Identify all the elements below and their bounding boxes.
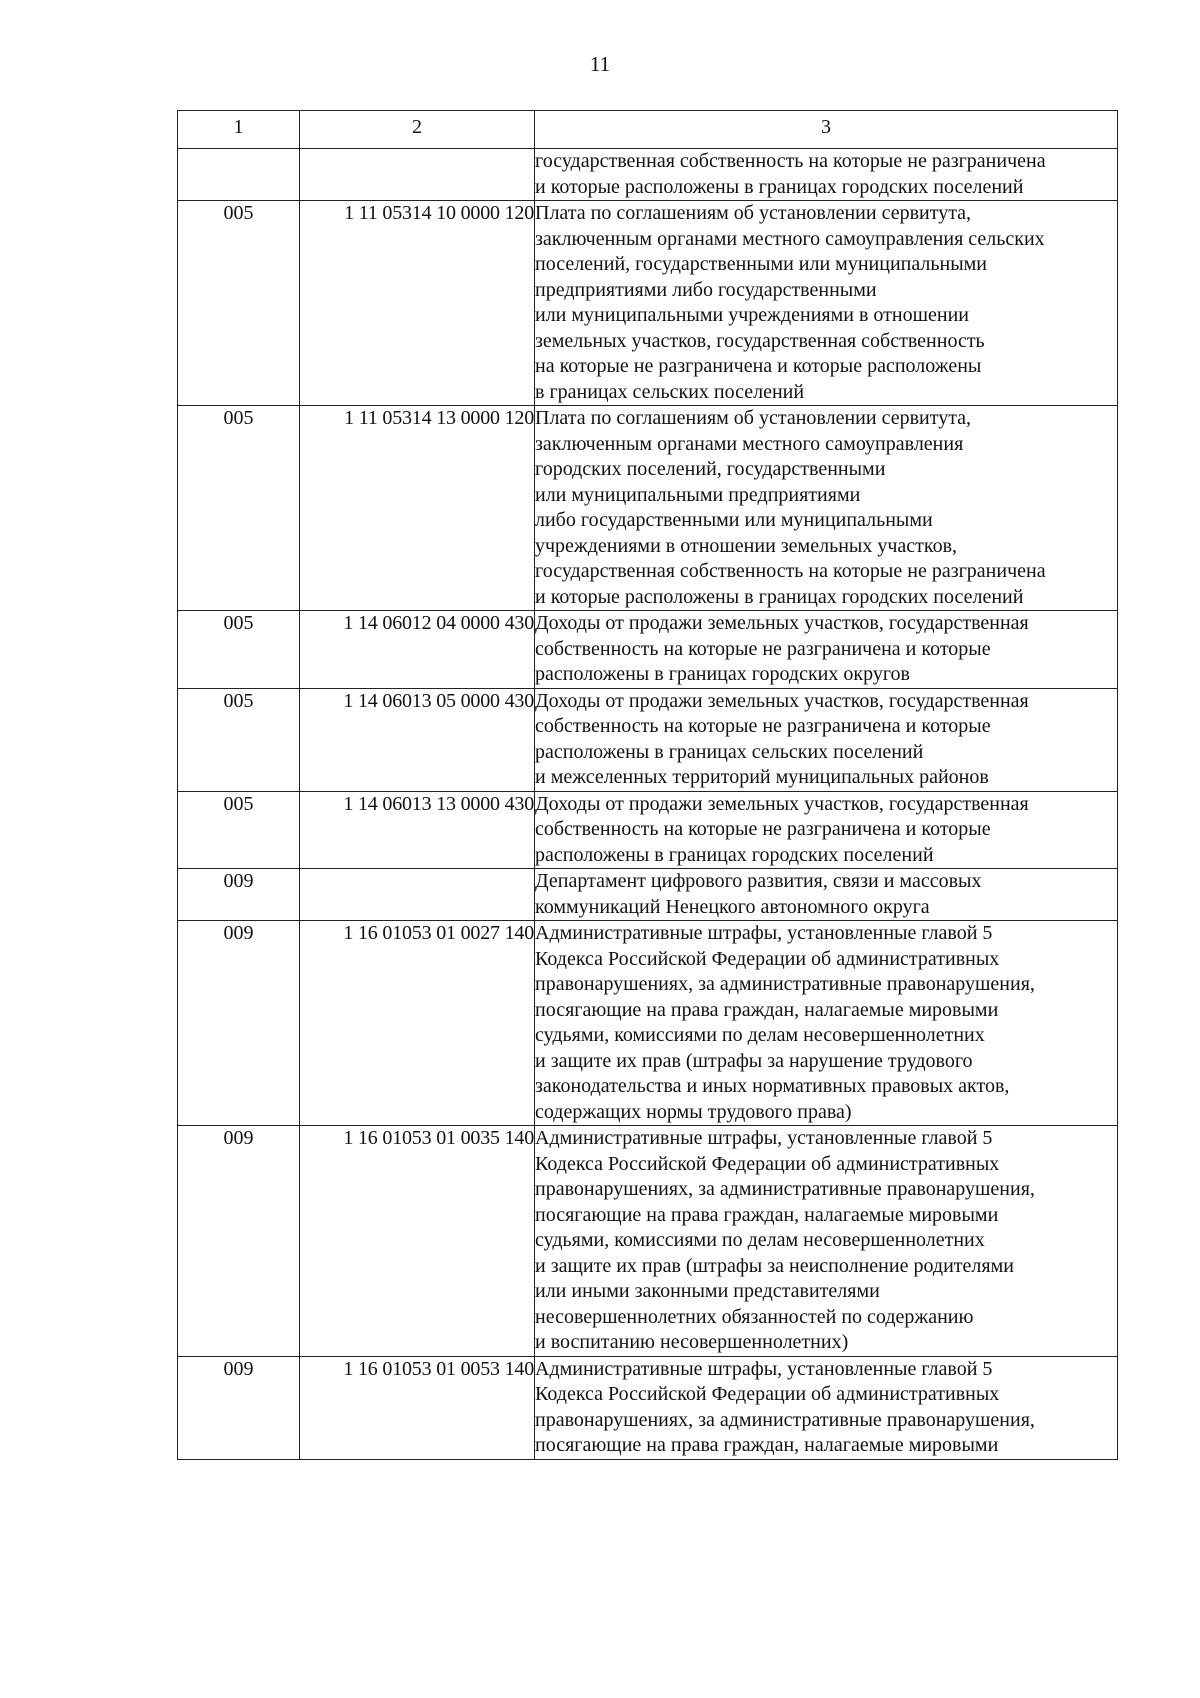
table-body (178, 149, 1118, 1460)
revenue-name-line: Кодекса Российской Федерации об административных (535, 1383, 1000, 1405)
revenue-name-line: Доходы от продажи земельных участков, государственная (535, 792, 1029, 815)
budget-classification-code-cell: 1 14 06012 04 0000 430 (300, 611, 535, 689)
revenue-name-line: и защите их прав (штрафы за нарушение трудового (535, 1049, 973, 1072)
revenue-name-line: или иными законными представителями (535, 1280, 880, 1302)
revenue-name-line: несовершеннолетних обязанностей по содержанию (535, 1305, 974, 1328)
revenue-name-line: либо государственными или муниципальными (535, 509, 933, 531)
revenue-name-cell (535, 1356, 1118, 1459)
budget-classification-code-cell: 1 11 05314 10 0000 120 (300, 201, 535, 406)
revenue-name-line: Административные штрафы, установленные главой 5 (535, 922, 993, 944)
revenue-name-cell (535, 149, 1118, 201)
table-row (178, 1126, 1118, 1357)
admin-code-cell (178, 149, 300, 201)
revenue-name-line: Кодекса Российской Федерации об административных (535, 947, 1000, 970)
admin-code-cell: 005 (178, 406, 300, 611)
admin-code-cell: 005 (178, 201, 300, 406)
revenue-name-line: заключенным органами местного самоуправления сельских (535, 227, 1045, 250)
revenue-name-cell (535, 201, 1118, 406)
admin-code-cell: 009 (178, 921, 300, 1126)
revenue-name-line: и которые расположены в границах городских поселений (535, 175, 1024, 198)
revenue-name-line: государственная собственность на которые не разграничена (535, 150, 1046, 172)
revenue-name-cell (535, 688, 1118, 791)
revenue-name-line: расположены в границах городских поселений (535, 843, 934, 866)
table-row (178, 791, 1118, 869)
revenue-name-line: на которые не разграничена и которые расположены (535, 355, 982, 377)
revenue-name-line: в границах сельских поселений (535, 380, 805, 403)
revenue-name-cell (535, 611, 1118, 689)
table-row (178, 921, 1118, 1126)
revenue-name-line: Плата по соглашениям об установлении сервитута, (535, 202, 972, 224)
revenue-name-line: поселений, государственными или муниципальными (535, 253, 988, 275)
revenue-name-line: и которые расположены в границах городских поселений (535, 585, 1024, 608)
revenue-name-line: государственная собственность на которые не разграничена (535, 560, 1046, 582)
revenue-name-line: законодательства и иных нормативных правовых актов, (535, 1075, 1010, 1097)
revenue-name-cell (535, 791, 1118, 869)
admin-code-cell: 005 (178, 611, 300, 689)
revenue-name-line: учреждениями в отношении земельных участков, (535, 534, 958, 557)
revenue-name-line: содержащих нормы трудового права) (535, 1100, 852, 1123)
revenue-name-line: судьями, комиссиями по делам несовершеннолетних (535, 1229, 985, 1251)
table-row (178, 611, 1118, 689)
budget-classification-code-cell: 1 16 01053 01 0053 140 (300, 1356, 535, 1459)
revenue-name-line: расположены в границах сельских поселений (535, 740, 924, 763)
admin-code-cell: 009 (178, 869, 300, 921)
revenue-codes-table (177, 110, 1118, 1460)
table-header (178, 111, 1118, 149)
table-row (178, 149, 1118, 201)
revenue-name-line: судьями, комиссиями по делам несовершеннолетних (535, 1024, 985, 1046)
budget-classification-code-cell: 1 16 01053 01 0027 140 (300, 921, 535, 1126)
revenue-name-line: Кодекса Российской Федерации об административных (535, 1152, 1000, 1175)
revenue-name-line: и межселенных территорий муниципальных районов (535, 766, 989, 788)
revenue-name-line: Плата по соглашениям об установлении сервитута, (535, 407, 972, 429)
budget-classification-code-cell (300, 149, 535, 201)
admin-code-cell: 005 (178, 791, 300, 869)
revenue-name-line: правонарушениях, за административные правонарушения, (535, 1408, 1035, 1431)
revenue-name-line: правонарушениях, за административные правонарушения, (535, 1178, 1035, 1200)
revenue-name-line: предприятиями либо государственными (535, 278, 877, 301)
table-row (178, 201, 1118, 406)
revenue-name-line: земельных участков, государственная собственность (535, 329, 985, 352)
revenue-name-cell (535, 406, 1118, 611)
column-header-3: 3 (535, 111, 1118, 149)
table-row (178, 869, 1118, 921)
table-row (178, 406, 1118, 611)
admin-code-cell: 005 (178, 688, 300, 791)
revenue-name-line: посягающие на права граждан, налагаемые мировыми (535, 998, 999, 1021)
table-row (178, 1356, 1118, 1459)
column-header-2: 2 (300, 111, 535, 149)
revenue-name-line: или муниципальными учреждениями в отношении (535, 304, 969, 326)
budget-classification-code-cell (300, 869, 535, 921)
admin-code-cell: 009 (178, 1356, 300, 1459)
budget-classification-code-cell: 1 11 05314 13 0000 120 (300, 406, 535, 611)
revenue-name-line: собственность на которые не разграничена и которые (535, 637, 991, 660)
revenue-name-line: Административные штрафы, установленные главой 5 (535, 1127, 993, 1149)
revenue-name-line: и защите их прав (штрафы за неисполнение родителями (535, 1254, 1014, 1277)
page-number: 11 (589, 52, 611, 76)
revenue-name-cell (535, 869, 1118, 921)
revenue-name-line: собственность на которые не разграничена и которые (535, 818, 991, 840)
revenue-name-line: посягающие на права граждан, налагаемые мировыми (535, 1203, 999, 1226)
revenue-name-line: Доходы от продажи земельных участков, государственная (535, 689, 1029, 712)
revenue-name-line: Департамент цифрового развития, связи и массовых (535, 870, 982, 892)
revenue-name-line: Административные штрафы, установленные главой 5 (535, 1357, 993, 1380)
table-row (178, 688, 1118, 791)
header-row (178, 111, 1118, 149)
revenue-name-line: коммуникаций Ненецкого автономного округа (535, 895, 930, 918)
budget-classification-code-cell: 1 14 06013 05 0000 430 (300, 688, 535, 791)
revenue-name-line: и воспитанию несовершеннолетних) (535, 1331, 849, 1353)
revenue-name-line: заключенным органами местного самоуправления (535, 432, 964, 455)
budget-classification-code-cell: 1 14 06013 13 0000 430 (300, 791, 535, 869)
revenue-name-cell (535, 1126, 1118, 1357)
revenue-name-line: посягающие на права граждан, налагаемые мировыми (535, 1434, 999, 1456)
revenue-name-line: городских поселений, государственными (535, 458, 886, 480)
revenue-name-line: Доходы от продажи земельных участков, государственная (535, 612, 1029, 634)
revenue-name-line: или муниципальными предприятиями (535, 483, 861, 506)
revenue-name-line: расположены в границах городских округов (535, 663, 910, 685)
revenue-name-line: собственность на которые не разграничена и которые (535, 715, 991, 737)
budget-classification-code-cell: 1 16 01053 01 0035 140 (300, 1126, 535, 1357)
revenue-name-cell (535, 921, 1118, 1126)
admin-code-cell: 009 (178, 1126, 300, 1357)
revenue-name-line: правонарушениях, за административные правонарушения, (535, 973, 1035, 995)
column-header-1: 1 (178, 111, 300, 149)
